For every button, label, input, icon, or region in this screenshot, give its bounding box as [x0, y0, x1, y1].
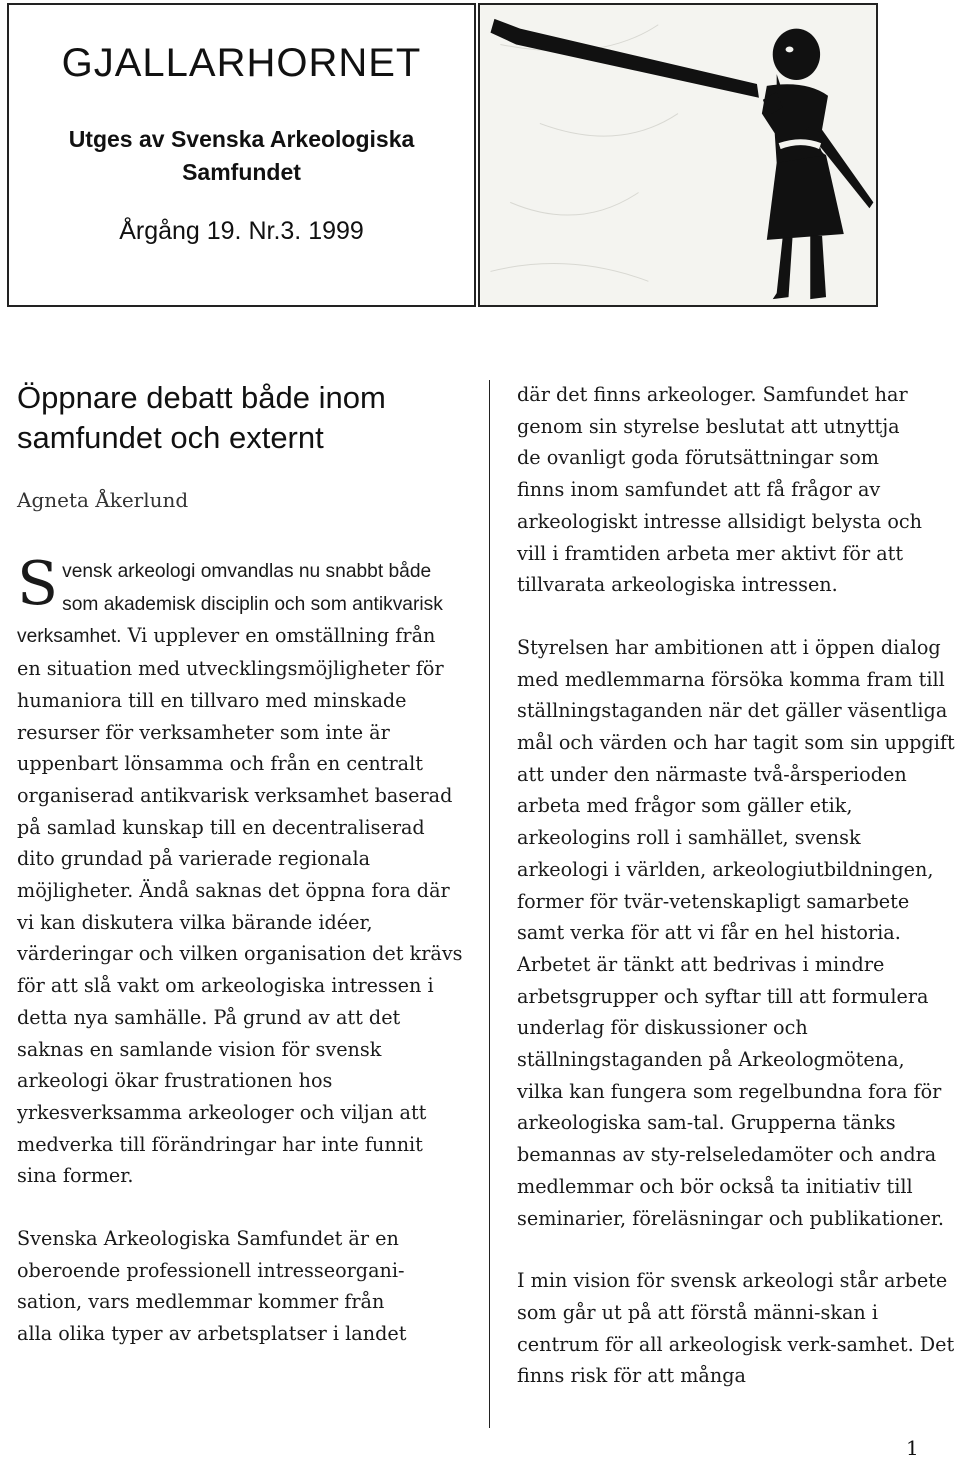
right-line-7: tillvarata arkeologiska intressen.	[517, 573, 838, 597]
column-divider	[489, 380, 490, 1428]
right-line-4: finns inom samfundet att få frågor av	[517, 478, 881, 502]
right-line-5: arkeologiskt intresse allsidigt belysta och	[517, 509, 922, 533]
article-paragraph-3: Styrelsen har ambitionen att i öppen dialog med medlemmarna försöka komma fram till ställningstaganden när det gäller väsentliga mål och värden och har tagit som sin uppgift att under den närmaste två-årsperioden arbeta med frågor som gäller etik, arkeologins roll i samhället, svensk arkeologi i världen, arkeologiutbildningen, former för tvär-vetenskapligt samarbete samt verka för att vi får en hel historia. Arbetet är tänkt att bedrivas i mindre arbetsgrupper och syftar till att formulera underlag för diskussioner och ställningstaganden på Arkeologmötena, vilka kan fungera som regelbundna fora för arkeologiska sam-tal. Grupperna tänks bemannas av sty-relseledamöter och andra medlemmar och bör också ta initiativ till seminarier, föreläsningar och publikationer.	[517, 635, 955, 1230]
left-line-3: sation, vars medlemmar kommer från	[17, 1290, 385, 1314]
horn-blower-illustration	[478, 3, 878, 307]
article-headline: Öppnare debatt både inom samfundet och externt	[17, 380, 386, 455]
left-line-4: alla olika typer av arbetsplatser i landet	[17, 1322, 407, 1346]
article-paragraph-1	[17, 549, 465, 1192]
right-line-6: vill i framtiden arbeta mer aktivt för att	[517, 541, 904, 565]
article-author: Agneta Åkerlund	[17, 488, 189, 512]
left-line-1: Svenska Arkeologiska Samfundet är en	[17, 1227, 399, 1251]
lead-text: vensk arkeologi omvandlas nu snabbt både som akademisk disciplin och som antikvarisk verksamhet.	[17, 561, 443, 648]
article-column-right	[517, 379, 955, 1392]
paragraph-1-body: Vi upplever en omställning från en situation med utvecklingsmöjligheter för humaniora till en tillvaro med minskade resurser för verksamheter som inte är uppenbart lönsamma och från en centralt organiserad antikvarisk verksamhet baserad på samlad kunskap till en decentraliserad dito grundad på varierade regionala möjligheter. Ändå saknas det öppna fora där vi kan diskutera vilka bärande idéer, värderingar och vilken organisation det krävs för att slå vakt om arkeologiska intressen i detta nya samhälle. På grund av att det saknas en samlande vision för svensk arkeologi ökar frustrationen hos yrkesverksamma arkeologer och viljan att medverka till förändringar har inte funnit sina former.	[17, 624, 463, 1188]
horn-blower-icon	[480, 5, 876, 305]
right-line-1: där det finns arkeologer. Samfundet har	[517, 383, 908, 406]
page-number: 1	[906, 1436, 919, 1460]
masthead	[7, 3, 476, 307]
right-line-3: de ovanligt goda förutsättningar som	[517, 446, 879, 470]
article-column-left	[17, 549, 465, 1350]
right-line-2: genom sin styrelse beslutat att utnyttja	[517, 414, 900, 438]
issue-line: Årgång 19. Nr.3. 1999	[119, 217, 364, 245]
publisher-line: Utges av Svenska Arkeologiska Samfundet	[68, 126, 415, 185]
article-paragraph-2-end	[517, 379, 955, 601]
newsletter-title: GJALLARHORNET	[61, 41, 422, 85]
article-paragraph-4: I min vision för svensk arkeologi står arbete som går ut på att förstå männi-skan i centrum för all arkeologisk verk-samhet. Det finns risk för att många	[517, 1269, 955, 1388]
left-line-2: oberoende professionell intresseorgani-	[17, 1258, 405, 1282]
drop-cap: S	[17, 549, 59, 619]
article-paragraph-2-start	[17, 1223, 465, 1350]
